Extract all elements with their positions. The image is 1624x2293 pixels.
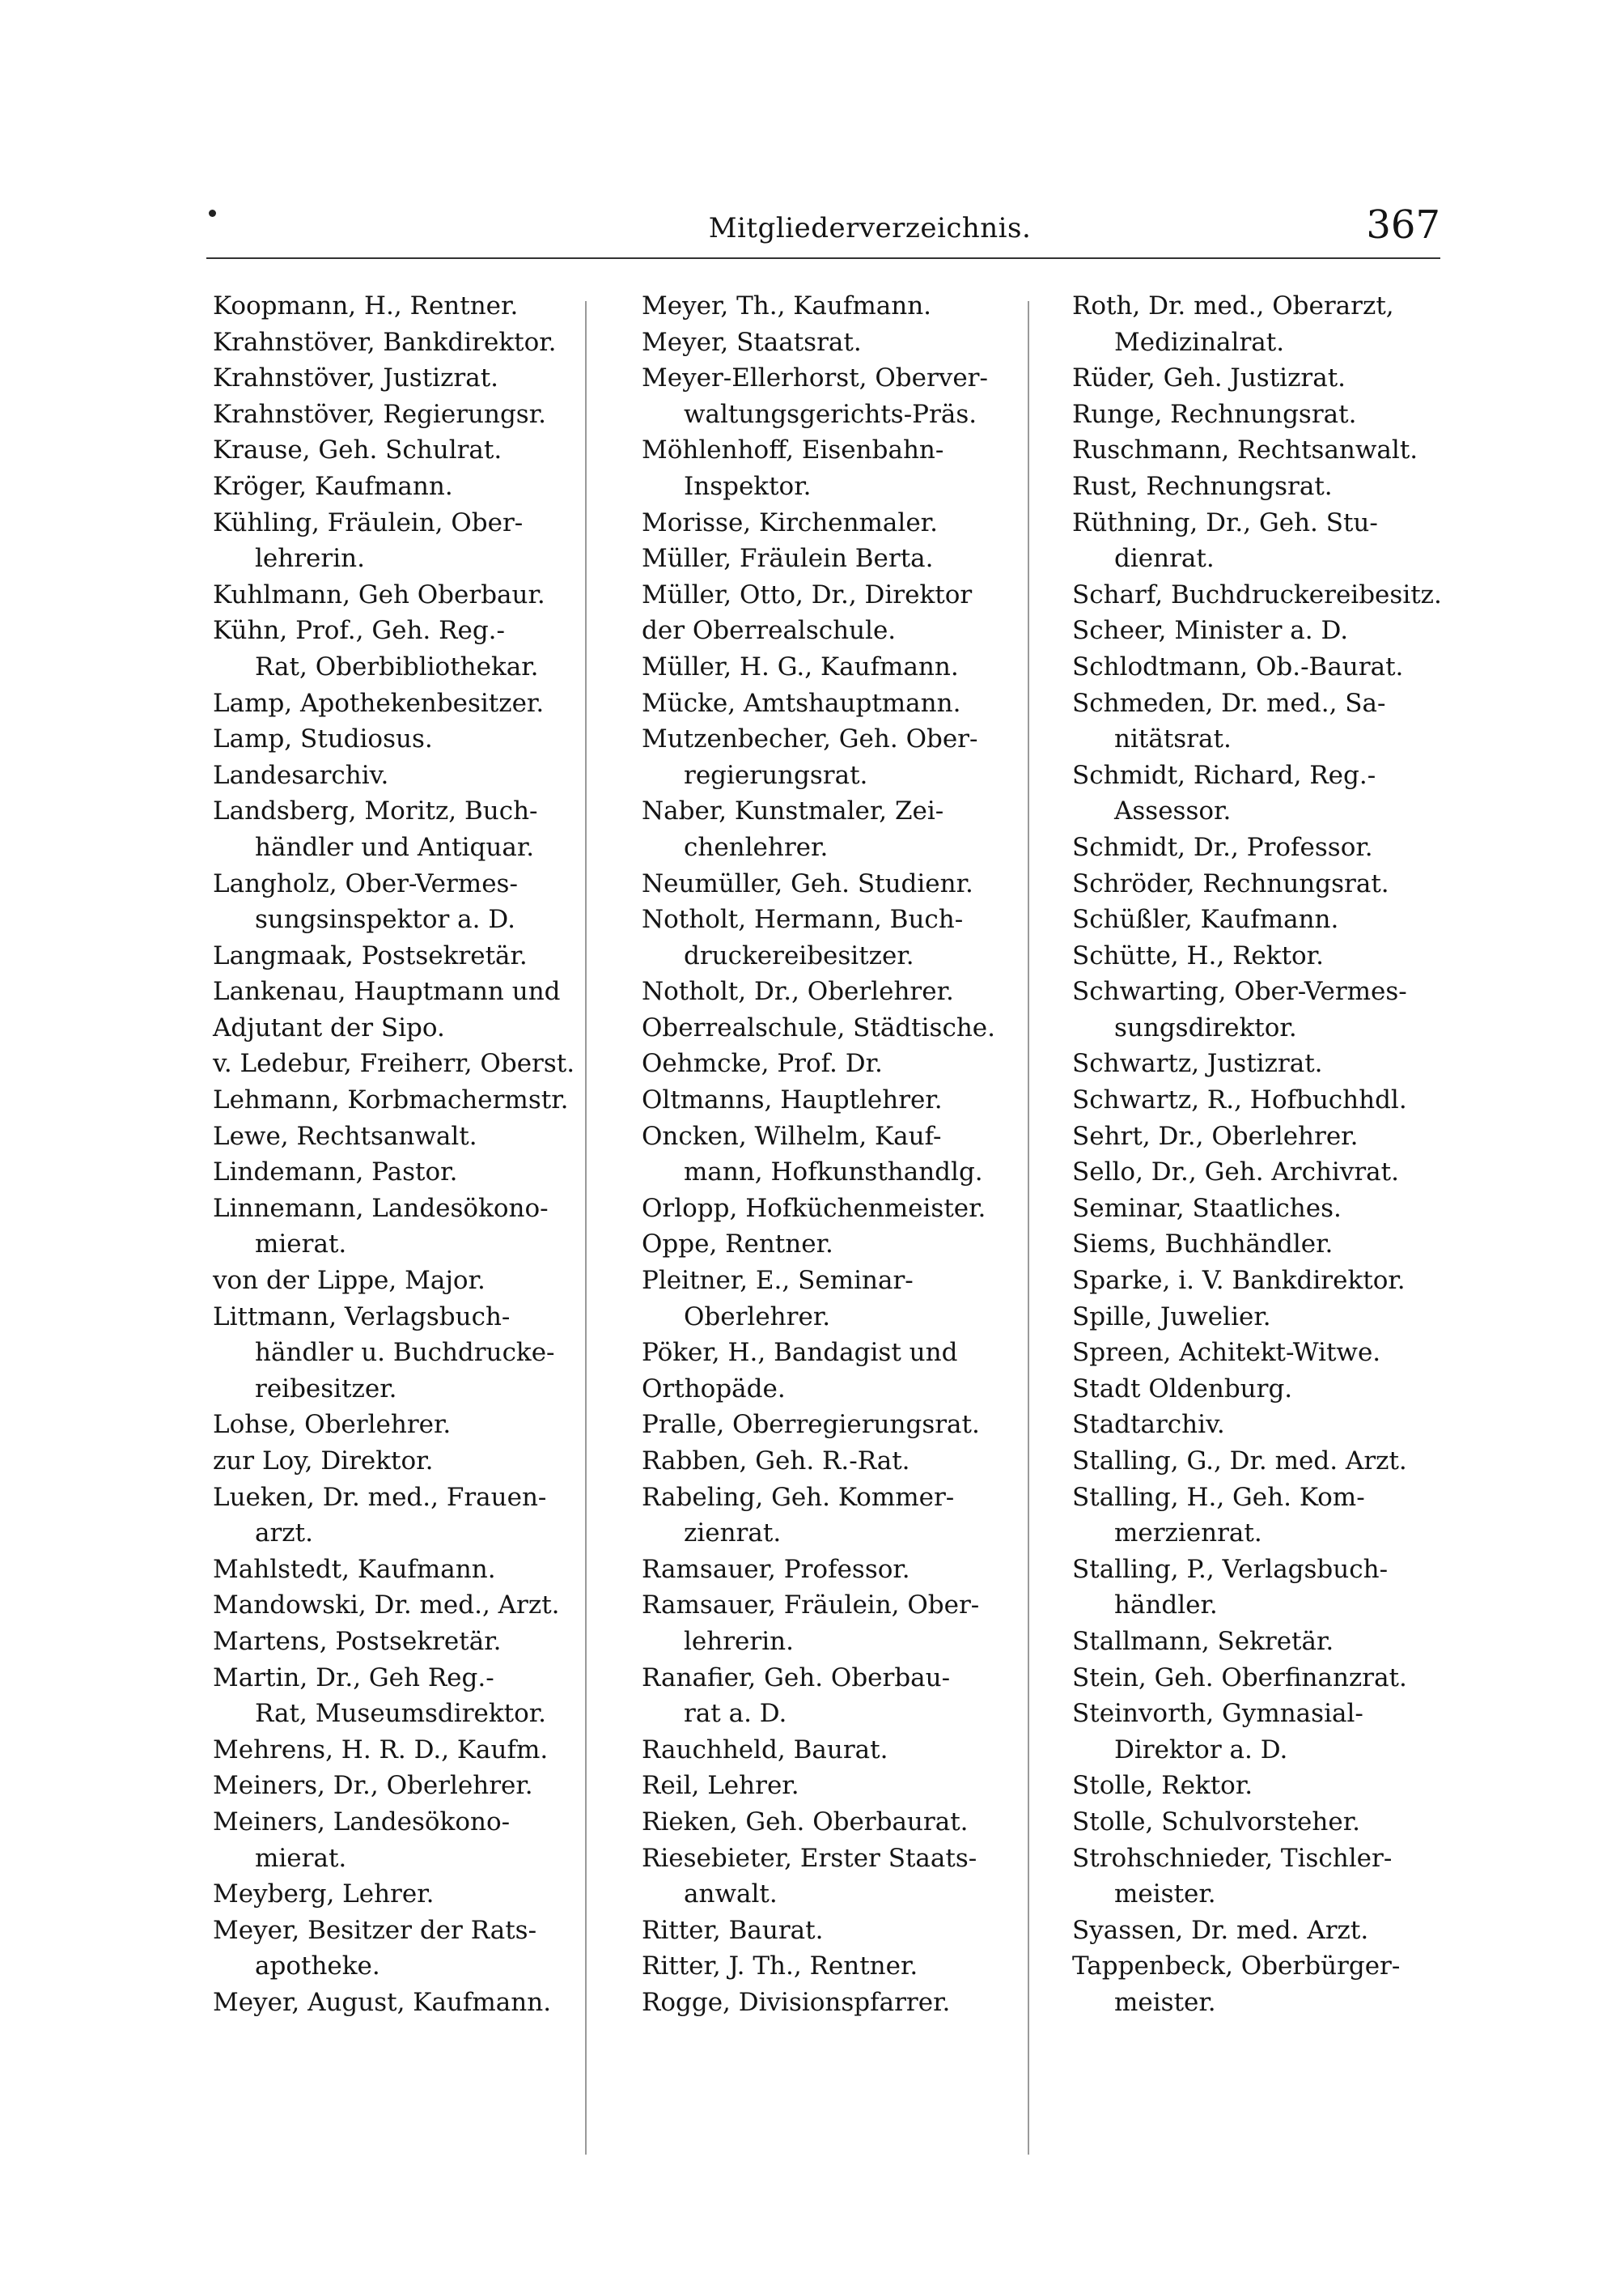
member-entry: Meiners, Landesökono- [213,1807,511,1837]
member-entry: Naber, Kunstmaler, Zei- [642,796,944,826]
member-entry: Krahnstöver, Bankdirektor. [213,327,557,357]
member-entry-continuation: waltungsgerichts-Präs. [684,399,977,429]
member-entry: Schmidt, Dr., Professor. [1072,832,1373,862]
member-entry: Ritter, Baurat. [642,1915,824,1945]
member-entry: Lankenau, Hauptmann und [213,977,561,1007]
member-entry: Lamp, Studiosus. [213,724,433,754]
member-entry: Linnemann, Landesökono- [213,1193,549,1223]
member-entry: Stadt Oldenburg. [1072,1374,1293,1403]
member-entry: Pöker, H., Bandagist und [642,1338,958,1368]
member-entry-continuation: chenlehrer. [684,832,829,862]
member-entry: Adjutant der Sipo. [213,1013,445,1042]
member-entry: Mücke, Amtshauptmann. [642,688,961,718]
member-entry-continuation: Direktor a. D. [1114,1735,1288,1764]
member-entry-continuation: händler und Antiquar. [255,832,535,862]
member-entry: Meyberg, Lehrer. [213,1879,435,1909]
member-entry: Schwarting, Ober-Vermes- [1072,977,1407,1007]
member-entry: Sello, Dr., Geh. Archivrat. [1072,1157,1399,1187]
member-entry: Sehrt, Dr., Oberlehrer. [1072,1121,1359,1151]
member-entry: Rogge, Divisionspfarrer. [642,1987,951,2017]
member-entry: Stadtarchiv. [1072,1410,1225,1440]
member-entry: Martin, Dr., Geh Reg.- [213,1662,494,1692]
member-entry: Stalling, G., Dr. med. Arzt. [1072,1446,1407,1476]
member-entry: Seminar, Staatliches. [1072,1193,1342,1223]
member-entry-continuation: arzt. [255,1518,313,1548]
member-entry-continuation: mierat. [255,1843,347,1873]
member-entry-continuation: sungsinspektor a. D. [255,905,515,935]
member-entry-continuation: Assessor. [1114,796,1232,826]
member-entry: Stolle, Rektor. [1072,1771,1253,1801]
member-entry: Spreen, Achitekt-Witwe. [1072,1338,1381,1368]
running-title: Mitgliederverzeichnis. [708,212,1032,244]
member-entry: Steinvorth, Gymnasial- [1072,1699,1363,1729]
member-entry-continuation: sungsdirektor. [1114,1013,1297,1042]
member-entry: Ritter, J. Th., Rentner. [642,1951,918,1981]
member-entry: Mehrens, H. R. D., Kaufm. [213,1735,549,1764]
member-entry: Syassen, Dr. med. Arzt. [1072,1915,1369,1945]
member-entry-continuation: reibesitzer. [255,1374,397,1403]
member-entry: Mandowski, Dr. med., Arzt. [213,1590,560,1620]
member-entry: Lindemann, Pastor. [213,1157,458,1187]
member-entry: Rabeling, Geh. Kommer- [642,1482,955,1512]
member-entry: Schwartz, R., Hofbuchhdl. [1072,1085,1407,1115]
member-entry: zur Loy, Direktor. [213,1446,434,1476]
member-entry: Langholz, Ober-Vermes- [213,868,518,898]
member-entry: Orthopäde. [642,1374,786,1403]
member-entry: Schröder, Rechnungsrat. [1072,868,1389,898]
member-entry-continuation: Rat, Museumsdirektor. [255,1699,547,1729]
member-entry: der Oberrealschule. [642,616,897,646]
member-entry: Rauchheld, Baurat. [642,1735,888,1764]
member-entry-continuation: mierat. [255,1229,347,1259]
member-entry-continuation: regierungsrat. [684,760,868,790]
member-entry-continuation: Inspektor. [684,471,812,501]
member-entry: Runge, Rechnungsrat. [1072,399,1357,429]
column-divider-1 [585,301,587,2155]
member-entry: Oehmcke, Prof. Dr. [642,1049,883,1079]
member-entry: Meyer, Th., Kaufmann. [642,291,932,321]
member-entry: Tappenbeck, Oberbürger- [1072,1951,1401,1981]
member-entry-continuation: Rat, Oberbibliothekar. [255,652,539,682]
member-entry: Müller, H. G., Kaufmann. [642,652,959,682]
member-entry: Schüßler, Kaufmann. [1072,905,1339,935]
member-entry-continuation: nitätsrat. [1114,724,1232,754]
member-entry: Möhlenhoff, Eisenbahn- [642,435,944,465]
member-entry-continuation: händler. [1114,1590,1218,1620]
member-entry: Spille, Juwelier. [1072,1301,1271,1331]
member-entry: Müller, Otto, Dr., Direktor [642,580,973,609]
member-entry-continuation: lehrerin. [684,1626,794,1656]
member-entry: Koopmann, H., Rentner. [213,291,519,321]
member-entry: Rüder, Geh. Justizrat. [1072,363,1346,393]
member-entry: Krahnstöver, Justizrat. [213,363,499,393]
member-entry-continuation: rat a. D. [684,1699,787,1729]
member-entry: Krause, Geh. Schulrat. [213,435,502,465]
member-entry: Ruschmann, Rechtsanwalt. [1072,435,1418,465]
member-entry: Meyer, Besitzer der Rats- [213,1915,537,1945]
member-entry: Schmeden, Dr. med., Sa- [1072,688,1386,718]
member-entry: Notholt, Hermann, Buch- [642,905,964,935]
member-entry: Müller, Fräulein Berta. [642,544,934,574]
member-entry: Schmidt, Richard, Reg.- [1072,760,1376,790]
member-entry: Siems, Buchhändler. [1072,1229,1334,1259]
member-entry: Sparke, i. V. Bankdirektor. [1072,1266,1406,1296]
member-entry-continuation: meister. [1114,1987,1216,2017]
member-entry: Neumüller, Geh. Studienr. [642,868,973,898]
member-entry: v. Ledebur, Freiherr, Oberst. [213,1049,575,1079]
member-entry: Landsberg, Moritz, Buch- [213,796,538,826]
member-entry: Ramsauer, Professor. [642,1554,910,1584]
member-entry: Scharf, Buchdruckereibesitz. [1072,580,1442,609]
member-entry: Orlopp, Hofküchenmeister. [642,1193,986,1223]
member-column-3 [1072,288,1440,2150]
member-entry: Mutzenbecher, Geh. Ober- [642,724,978,754]
member-entry: Oncken, Wilhelm, Kauf- [642,1121,942,1151]
page-header [206,202,1440,259]
member-entry: Rieken, Geh. Oberbaurat. [642,1807,969,1837]
member-entry: Oberrealschule, Städtische. [642,1013,995,1042]
member-entry-continuation: lehrerin. [255,544,365,574]
member-column-2 [642,288,1006,2150]
member-entry: Landesarchiv. [213,760,389,790]
member-entry: Stalling, H., Geh. Kom- [1072,1482,1365,1512]
member-entry: Meyer-Ellerhorst, Oberver- [642,363,988,393]
member-entry-continuation: druckereibesitzer. [684,941,914,970]
member-entry: Meyer, Staatsrat. [642,327,862,357]
member-entry: Rüthning, Dr., Geh. Stu- [1072,507,1378,537]
member-entry-continuation: merzienrat. [1114,1518,1262,1548]
member-entry: Schütte, H., Rektor. [1072,941,1324,970]
member-entry-continuation: Medizinalrat. [1114,327,1285,357]
member-entry: Lehmann, Korbmachermstr. [213,1085,569,1115]
member-entry: Oltmanns, Hauptlehrer. [642,1085,943,1115]
member-entry: Ramsauer, Fräulein, Ober- [642,1590,980,1620]
member-entry: Stein, Geh. Oberfinanzrat. [1072,1662,1407,1692]
member-entry: Strohschnieder, Tischler- [1072,1843,1393,1873]
column-divider-2 [1028,301,1029,2155]
member-entry-continuation: apotheke. [255,1951,380,1981]
member-entry: Notholt, Dr., Oberlehrer. [642,977,954,1007]
member-entry: Reil, Lehrer. [642,1771,799,1801]
member-entry: Oppe, Rentner. [642,1229,833,1259]
member-entry: von der Lippe, Major. [213,1266,486,1296]
member-entry: Kühling, Fräulein, Ober- [213,507,524,537]
member-entry-continuation: mann, Hofkunsthandlg. [684,1157,983,1187]
member-entry: Meiners, Dr., Oberlehrer. [213,1771,533,1801]
member-entry: Pralle, Oberregierungsrat. [642,1410,980,1440]
member-entry: Stalling, P., Verlagsbuch- [1072,1554,1389,1584]
member-entry: Kühn, Prof., Geh. Reg.- [213,616,505,646]
member-entry: Krahnstöver, Regierungsr. [213,399,546,429]
member-entry: Mahlstedt, Kaufmann. [213,1554,496,1584]
member-entry: Ranafier, Geh. Oberbau- [642,1662,951,1692]
member-entry: Roth, Dr. med., Oberarzt, [1072,291,1394,321]
member-entry: Langmaak, Postsekretär. [213,941,528,970]
member-entry: Stolle, Schulvorsteher. [1072,1807,1360,1837]
member-entry: Kuhlmann, Geh Oberbaur. [213,580,545,609]
member-entry-continuation: meister. [1114,1879,1216,1909]
member-entry-continuation: anwalt. [684,1879,778,1909]
member-entry-continuation: dienrat. [1114,544,1215,574]
member-entry: Schlodtmann, Ob.-Baurat. [1072,652,1404,682]
member-entry: Lamp, Apothekenbesitzer. [213,688,545,718]
member-entry: Rust, Rechnungsrat. [1072,471,1333,501]
member-entry: Schwartz, Justizrat. [1072,1049,1323,1079]
member-entry: Lueken, Dr. med., Frauen- [213,1482,547,1512]
member-entry: Martens, Postsekretär. [213,1626,502,1656]
member-entry: Meyer, August, Kaufmann. [213,1987,552,2017]
member-entry: Littmann, Verlagsbuch- [213,1301,511,1331]
member-entry: Lohse, Oberlehrer. [213,1410,452,1440]
member-entry: Pleitner, E., Seminar- [642,1266,914,1296]
member-entry: Rabben, Geh. R.-Rat. [642,1446,910,1476]
member-entry: Morisse, Kirchenmaler. [642,507,938,537]
member-entry: Scheer, Minister a. D. [1072,616,1349,646]
member-column-1 [213,288,575,2150]
member-entry: Lewe, Rechtsanwalt. [213,1121,477,1151]
member-entry-continuation: händler u. Buchdrucke- [255,1338,555,1368]
member-entry: Riesebieter, Erster Staats- [642,1843,977,1873]
page-number: 367 [1366,202,1440,248]
member-entry: Stallmann, Sekretär. [1072,1626,1334,1656]
member-entry: Kröger, Kaufmann. [213,471,453,501]
header-rule [206,257,1440,259]
member-entry-continuation: Oberlehrer. [684,1301,831,1331]
member-entry-continuation: zienrat. [684,1518,782,1548]
